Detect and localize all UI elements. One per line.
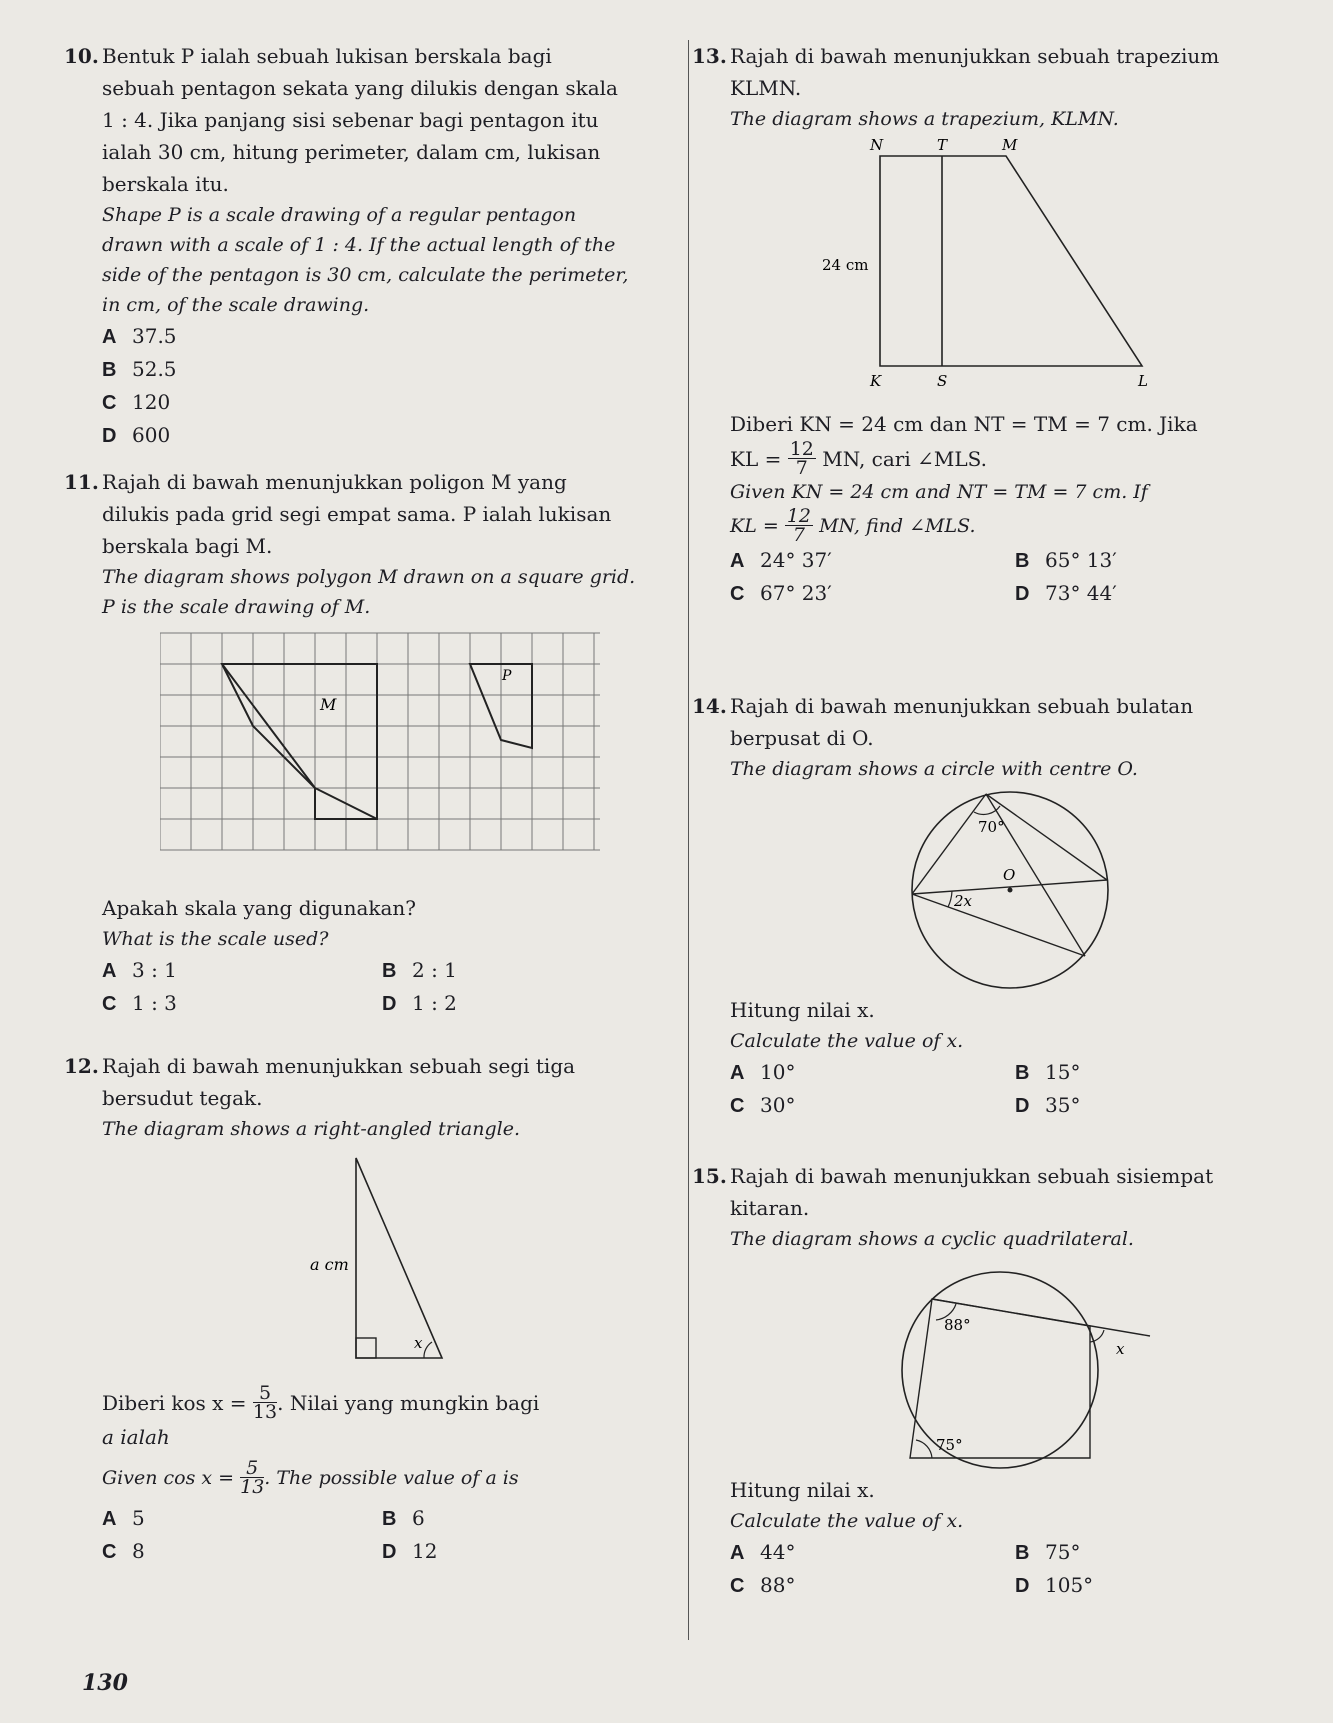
question-number: 12. <box>64 1054 99 1078</box>
label-p: P <box>502 668 512 684</box>
centre-point <box>1008 888 1013 893</box>
label-m: M <box>320 695 337 714</box>
option-a[interactable]: A 3 : 1 <box>102 958 177 982</box>
question-number: 15. <box>692 1164 727 1188</box>
fraction: $\frac{5}{13}$ <box>252 1382 278 1423</box>
option-d[interactable]: D 1 : 2 <box>382 991 457 1015</box>
question-12: 12. Rajah di bawah menunjukkan sebuah segi tiga bersudut tegak. The diagram shows a right-angled triangle. a cm x Diberi kos x = $\frac{5}{13}$ . Nilai yang mungkin bagi a ialah Given cos x = $\frac{5}{13}$ . The possible value of a is A 5 B 6 C 8 D 12 <box>102 1050 662 1568</box>
question-11: 11. Rajah di bawah menunjukkan poligon M yang dilukis pada grid segi empat sama. P ialah lukisan berskala bagi M. The diagram shows polygon M drawn on a square grid. P is the scale drawing of M. M P Apakah skala yang digunakan? What is the scale used? A 3 : 1 B 2 : 1 C 1 : 3 D 1 : 2 <box>102 466 662 1020</box>
option-c[interactable]: C 8 <box>102 1539 145 1563</box>
option-c[interactable]: C 67° 23′ <box>730 581 832 605</box>
option-b[interactable]: B 6 <box>382 1506 425 1530</box>
label-s: S <box>937 372 948 390</box>
question-14: 14. Rajah di bawah menunjukkan sebuah bulatan berpusat di O. The diagram shows a circle with centre O. 70° O 2x Hitung nilai x. Calculate the value of x. A 10° B 15° C 30° D 35° <box>730 690 1300 1122</box>
label-n: N <box>870 136 884 154</box>
fraction: $\frac{12}{7}$ <box>786 505 812 546</box>
right-angle-marker <box>356 1338 376 1358</box>
label-a: a cm <box>310 1255 349 1274</box>
column-divider <box>688 40 689 1640</box>
option-d[interactable]: D 35° <box>1015 1093 1081 1117</box>
option-d[interactable]: D 600 <box>102 423 171 447</box>
option-c[interactable]: C 88° <box>730 1573 796 1597</box>
circle-diagram <box>860 784 1160 994</box>
label-side-length: 24 cm <box>822 256 869 274</box>
option-c[interactable]: C 120 <box>102 390 171 414</box>
option-a[interactable]: A 44° <box>730 1540 796 1564</box>
option-d[interactable]: D 12 <box>382 1539 438 1563</box>
page-number: 130 <box>82 1670 128 1696</box>
angle-70-arc <box>974 806 1000 814</box>
question-number: 13. <box>692 44 727 68</box>
option-b[interactable]: B 75° <box>1015 1540 1081 1564</box>
label-l: L <box>1138 372 1148 390</box>
trapezium-diagram <box>790 134 1210 404</box>
cyclic-quadrilateral-diagram <box>860 1254 1180 1474</box>
option-c[interactable]: C 1 : 3 <box>102 991 177 1015</box>
option-d[interactable]: D 105° <box>1015 1573 1094 1597</box>
chord-4 <box>912 894 1085 956</box>
label-88: 88° <box>944 1316 971 1334</box>
trapezium-klmn <box>880 156 1142 366</box>
label-m: M <box>1002 136 1018 154</box>
question-number: 11. <box>64 470 99 494</box>
angle-75-arc <box>916 1440 932 1458</box>
option-a[interactable]: A 5 <box>102 1506 145 1530</box>
option-b[interactable]: B 2 : 1 <box>382 958 457 982</box>
right-triangle-diagram <box>262 1148 562 1378</box>
question-15: 15. Rajah di bawah menunjukkan sebuah sisiempat kitaran. The diagram shows a cyclic quadrilateral. 88° x 75° Hitung nilai x. Calculate the value of x. A 44° B 75° C 88° D 105° <box>730 1160 1300 1602</box>
angle-x-arc <box>424 1342 432 1358</box>
label-2x: 2x <box>954 892 973 910</box>
quadrilateral <box>910 1299 1090 1458</box>
grid-lines <box>160 633 600 850</box>
option-a[interactable]: A 10° <box>730 1060 796 1084</box>
triangle <box>356 1158 442 1358</box>
question-number: 10. <box>64 44 99 68</box>
polygon-m-edge <box>222 664 377 819</box>
option-b[interactable]: B 52.5 <box>102 357 177 381</box>
label-t: T <box>937 136 948 154</box>
label-x: x <box>1116 1340 1125 1358</box>
fraction: $\frac{12}{7}$ <box>789 438 814 479</box>
option-b[interactable]: B 65° 13′ <box>1015 548 1117 572</box>
question-number: 14. <box>692 694 727 718</box>
option-d[interactable]: D 73° 44′ <box>1015 581 1117 605</box>
option-b[interactable]: B 15° <box>1015 1060 1081 1084</box>
question-13: 13. Rajah di bawah menunjukkan sebuah trapezium KLMN. The diagram shows a trapezium, KLMN. N T M K S L 24 cm Diberi KN = 24 cm dan NT = TM = 7 cm. Jika KL = $\frac{12}{7}$ MN, cari ∠MLS. Given KN = 24 cm and NT = TM = 7 cm. If KL = $\frac{12}{7}$ MN, find ∠MLS. A 24° 37′ B 65° 13′ C 67° 23′ D 73° 44′ <box>730 40 1300 610</box>
polygon-grid-diagram <box>160 628 620 878</box>
option-c[interactable]: C 30° <box>730 1093 796 1117</box>
label-70: 70° <box>978 818 1005 836</box>
question-10: 10. Bentuk P ialah sebuah lukisan berskala bagi sebuah pentagon sekata yang dilukis dengan skala 1 : 4. Jika panjang sisi sebenar bagi pentagon itu ialah 30 cm, hitung perimeter, dalam cm, lukisan berskala itu. Shape P is a scale drawing of a regular pentagon drawn with a scale of 1 : 4. If the actual length of the side of the pentagon is 30 cm, calculate the perimeter, in cm, of the scale drawing. A 37.5 B 52.5 C 120 D 600 <box>102 40 662 452</box>
angle-2x-arc <box>948 891 952 907</box>
label-o: O <box>1003 866 1016 884</box>
polygon-m <box>222 664 377 819</box>
option-a[interactable]: A 37.5 <box>102 324 177 348</box>
label-x: x <box>414 1334 423 1352</box>
fraction: $\frac{5}{13}$ <box>240 1457 265 1498</box>
label-k: K <box>870 372 882 390</box>
label-75: 75° <box>936 1436 963 1454</box>
option-a[interactable]: A 24° 37′ <box>730 548 832 572</box>
